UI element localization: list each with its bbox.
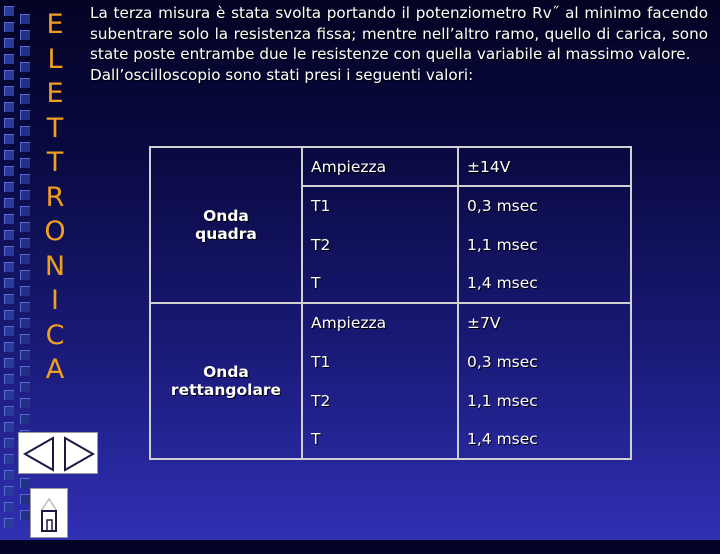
- description-text: [90, 3, 708, 85]
- value-cell: 1,1 msec: [467, 235, 538, 254]
- previous-slide-button[interactable]: [19, 433, 59, 475]
- title-letter: T: [46, 147, 64, 178]
- home-icon: [31, 489, 67, 537]
- title-letter: I: [51, 285, 59, 316]
- title-letter: E: [46, 78, 64, 109]
- home-button[interactable]: [30, 488, 68, 538]
- param-cell: T: [302, 420, 458, 459]
- title-letter: A: [45, 354, 65, 385]
- title-letter: C: [45, 319, 65, 351]
- param-cell: T2: [302, 225, 458, 264]
- value-cell: 1,4 msec: [458, 264, 631, 303]
- title-letter: E: [46, 9, 64, 40]
- param-cell: Ampiezza: [302, 303, 458, 342]
- triangle-right-icon: [59, 433, 99, 475]
- triangle-left-icon: [19, 433, 59, 475]
- title-letter: N: [44, 250, 66, 282]
- value-cell: 0,3 msec: [467, 197, 538, 215]
- param-cell: T1: [302, 342, 458, 381]
- group-label-line: Onda: [203, 207, 249, 225]
- group-label-line: quadra: [195, 225, 257, 243]
- decorative-square-column-outer: [4, 6, 14, 546]
- table-row: [150, 303, 631, 342]
- group-label-square-wave: [150, 147, 302, 303]
- param-cell: T1: [302, 186, 458, 225]
- table-row: [150, 147, 631, 186]
- next-slide-button[interactable]: [59, 433, 99, 475]
- param-cell: T2: [302, 381, 458, 420]
- vertical-title: [34, 8, 76, 388]
- value-cell: ±14V: [458, 147, 631, 186]
- title-letter: R: [45, 181, 65, 213]
- title-letter: O: [44, 216, 66, 247]
- param-cell: Ampiezza: [302, 147, 458, 186]
- paragraph-oscilloscope: Dall’oscilloscopio sono stati presi i seguenti valori:: [90, 65, 474, 84]
- title-letter: T: [46, 112, 64, 144]
- value-cell: 1,4 msec: [467, 430, 538, 448]
- value-cell: ±7V: [467, 314, 501, 332]
- measurement-table: [149, 146, 632, 460]
- value-cell: 0,3 msec: [467, 352, 538, 371]
- group-label-rectangular-wave: [150, 303, 302, 459]
- group-label-line: Onda: [203, 363, 249, 381]
- nav-button-bar: [18, 432, 98, 474]
- value-cell: 1,1 msec: [467, 391, 538, 410]
- paragraph-measurement: La terza misura è stata svolta portando il potenziometro Rv˝ al minimo facendo subentrare solo la resistenza fissa; mentre nell’altro ramo, quello di carica, sono state poste entrambe due le resistenze con quella variabile al massimo valore.: [90, 4, 708, 63]
- title-letter: L: [47, 43, 63, 75]
- group-label-line: rettangolare: [170, 381, 282, 399]
- param-cell: T: [302, 264, 458, 303]
